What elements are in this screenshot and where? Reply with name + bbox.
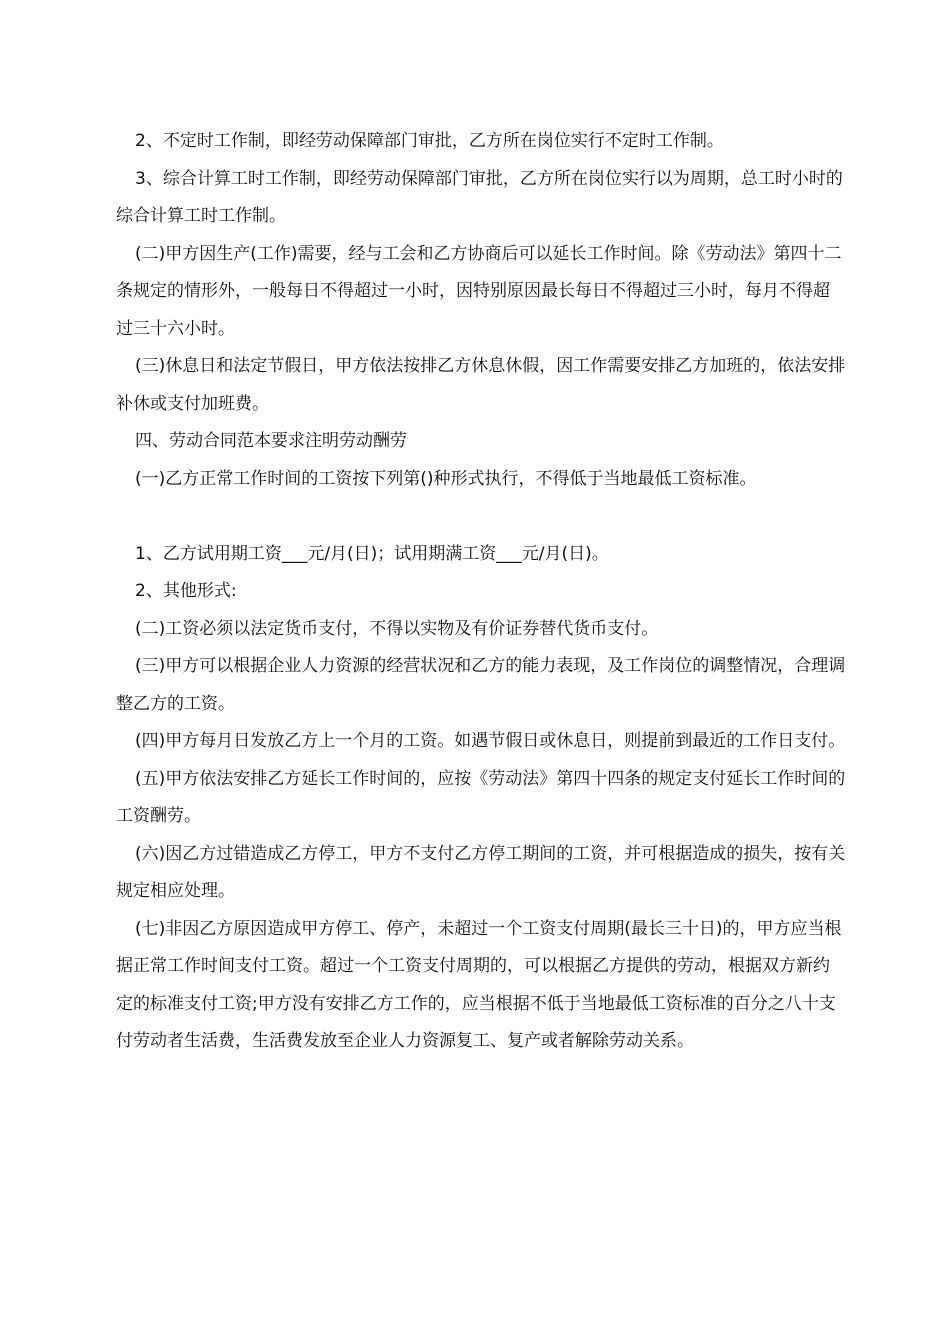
paragraph-other-forms: 2、其他形式: [135, 581, 237, 601]
paragraph-payday: (四)甲方每月日发放乙方上一个月的工资。如遇节假日或休息日，则提前到最近的工作日支付。 [135, 731, 846, 751]
blank-line [116, 498, 846, 536]
paragraph-legal-currency: (二)工资必须以法定货币支付，不得以实物及有价证券替代货币支付。 [135, 618, 659, 639]
paragraph-non-fault-stoppage: (七)非因乙方原因造成甲方停工、停产，未超过一个工资支付周期(最长三十日)的，甲方应当根据正常工作时间支付工资。超过一个工资支付周期的，可以根据乙方提供的劳动，根据双方新约定的标准支付工资;甲方没有安排乙方工作的，应当根据不低于当地最低工资标准的百分之八十支付劳动者生活费，生活费发放至企业人力资源复工、复产或者解除劳动关系。 [116, 918, 842, 1051]
paragraph-3-comprehensive-hours: 3、综合计算工时工作制，即经劳动保障部门审批，乙方所在岗位实行以为周期，总工时小时的综合计算工时工作制。 [116, 168, 843, 226]
paragraph-overtime-extension: (二)甲方因生产(工作)需要，经与工会和乙方协商后可以延长工作时间。除《劳动法》第四十二条规定的情形外，一般每日不得超过一小时，因特别原因最长每日不得超过三小时，每月不得超过三十六小时。 [116, 243, 842, 339]
paragraph-overtime-pay: (五)甲方依法安排乙方延长工作时间的，应按《劳动法》第四十四条的规定支付延长工作时间的工资酬劳。 [116, 768, 846, 826]
document-body [116, 123, 846, 1061]
paragraph-rest-holidays: (三)休息日和法定节假日，甲方依法按排乙方休息休假，因工作需要安排乙方加班的，依法安排补休或支付加班费。 [116, 356, 846, 414]
paragraph-wage-form: (一)乙方正常工作时间的工资按下列第()种形式执行，不得低于当地最低工资标准。 [135, 468, 757, 489]
paragraph-wage-adjustment: (三)甲方可以根据企业人力资源的经营状况和乙方的能力表现，及工作岗位的调整情况，合理调整乙方的工资。 [116, 656, 846, 714]
section-heading-remuneration: 四、劳动合同范本要求注明劳动酬劳 [135, 431, 407, 451]
paragraph-probation-wage: 1、乙方试用期工资___元/月(日)；试用期满工资___元/月(日)。 [135, 543, 609, 564]
paragraph-2-irregular-hours: 2、不定时工作制，即经劳动保障部门审批，乙方所在岗位实行不定时工作制。 [135, 131, 724, 151]
paragraph-fault-stoppage: (六)因乙方过错造成乙方停工，甲方不支付乙方停工期间的工资，并可根据造成的损失，按有关规定相应处理。 [116, 843, 846, 901]
